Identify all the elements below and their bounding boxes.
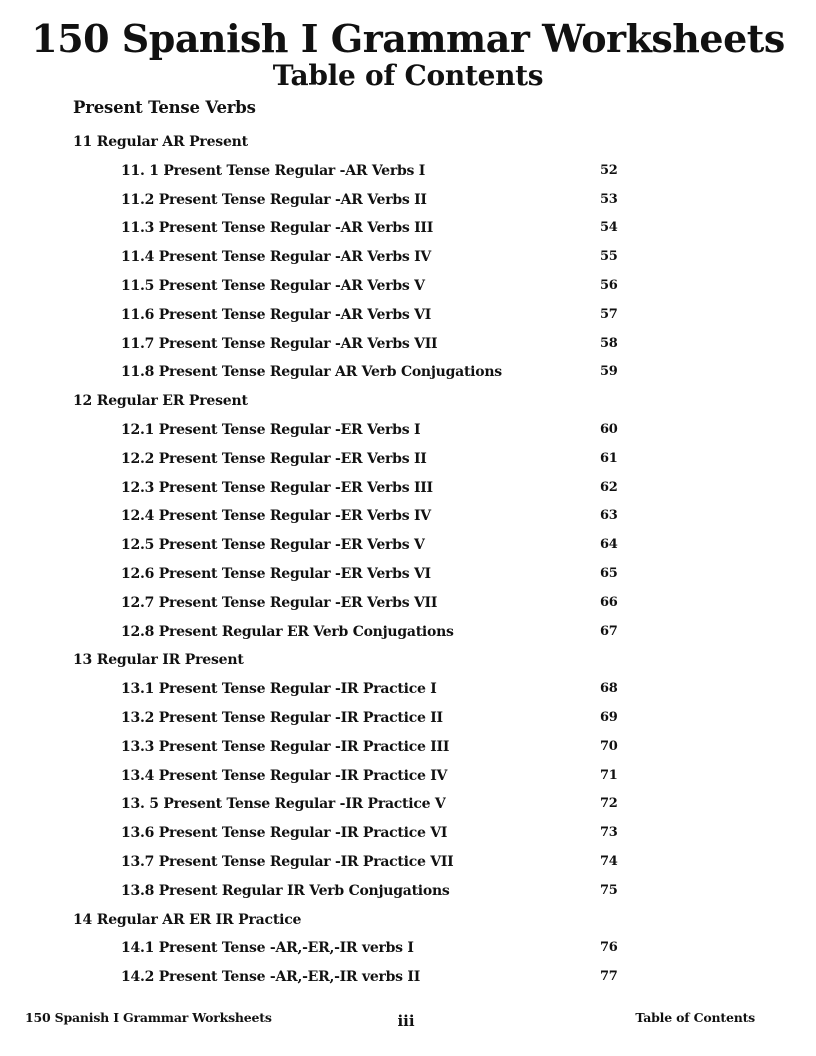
toc-entry (0, 733, 816, 762)
toc-entry-page-number: 69 (600, 709, 618, 725)
toc-entry (0, 848, 816, 877)
toc-entry-title: 11.2 Present Tense Regular -AR Verbs II (121, 191, 427, 208)
toc-entry-title: 11.7 Present Tense Regular -AR Verbs VII (121, 335, 438, 352)
toc-entry-title: 14.2 Present Tense -AR,-ER,-IR verbs II (121, 969, 421, 986)
toc-entry-title: 12.1 Present Tense Regular -ER Verbs I (121, 421, 421, 438)
toc-entry-title: 12.2 Present Tense Regular -ER Verbs II (121, 450, 427, 467)
toc-entry-page-number: 67 (600, 623, 618, 639)
toc-entry-title: 13. 5 Present Tense Regular -IR Practice V (121, 796, 446, 813)
toc-entry-title: 14.1 Present Tense -AR,-ER,-IR verbs I (121, 940, 414, 957)
toc-entry (0, 330, 816, 359)
toc-entry (0, 301, 816, 330)
footer-book-title: 150 Spanish I Grammar Worksheets (25, 1010, 272, 1025)
toc-entry-page-number: 74 (600, 853, 618, 869)
toc-entry (0, 819, 816, 848)
toc-entry-title: 13.7 Present Tense Regular -IR Practice VII (121, 853, 454, 870)
toc-entry-title: 13.3 Present Tense Regular -IR Practice III (121, 738, 450, 755)
toc-entry (0, 704, 816, 733)
section-heading: 11 Regular AR Present (73, 134, 248, 150)
toc-entry (0, 618, 816, 647)
toc-entry-title: 11. 1 Present Tense Regular -AR Verbs I (121, 162, 426, 179)
toc-entry (0, 877, 816, 906)
toc-entry-title: 11.5 Present Tense Regular -AR Verbs V (121, 277, 425, 294)
section-heading: 13 Regular IR Present (73, 652, 244, 669)
toc-entry (0, 963, 816, 992)
toc-entry-title: 12.4 Present Tense Regular -ER Verbs IV (121, 508, 431, 525)
toc-entry-page-number: 57 (600, 306, 618, 322)
toc-entry (0, 358, 816, 387)
toc-entry-page-number: 53 (600, 191, 618, 207)
toc-entry (0, 531, 816, 560)
toc-entry-page-number: 64 (600, 537, 618, 553)
part-heading: Present Tense Verbs (73, 98, 256, 117)
toc-entry-page-number: 52 (600, 162, 618, 178)
toc-entry (0, 272, 816, 301)
toc-entry-title: 13.1 Present Tense Regular -IR Practice I (121, 681, 437, 698)
toc-entry-page-number: 71 (600, 767, 618, 783)
toc-entry (0, 214, 816, 243)
toc-entry-title: 12.7 Present Tense Regular -ER Verbs VII (121, 594, 438, 611)
toc-entry-page-number: 65 (600, 565, 618, 581)
section-heading: 12 Regular ER Present (73, 393, 248, 410)
toc-entry-page-number: 62 (600, 479, 618, 495)
toc-entry-title: 11.8 Present Tense Regular AR Verb Conjugations (121, 364, 502, 381)
toc-entry-page-number: 55 (600, 249, 618, 265)
section-heading: 14 Regular AR ER IR Practice (73, 911, 302, 928)
toc-entry-page-number: 76 (600, 940, 618, 956)
toc-entry (0, 790, 816, 819)
toc-entry (0, 934, 816, 963)
toc-entry-title: 11.4 Present Tense Regular -AR Verbs IV (121, 249, 432, 266)
toc-entry-title: 13.2 Present Tense Regular -IR Practice II (121, 709, 443, 726)
toc-entry-page-number: 70 (600, 738, 618, 754)
toc-entry-page-number: 54 (600, 220, 618, 236)
toc-entry (0, 675, 816, 704)
document-title: 150 Spanish I Grammar Worksheets (31, 16, 785, 61)
toc-entry-page-number: 63 (600, 508, 618, 524)
toc-entry-page-number: 72 (600, 796, 618, 812)
toc-entry (0, 157, 816, 186)
toc-entry-page-number: 56 (600, 277, 618, 293)
toc-entry (0, 502, 816, 531)
section-list (0, 128, 816, 992)
toc-entry-title: 13.8 Present Regular IR Verb Conjugations (121, 882, 450, 899)
toc-entry-title: 13.6 Present Tense Regular -IR Practice VI (121, 825, 448, 842)
toc-entry (0, 186, 816, 215)
document-subtitle: Table of Contents (272, 59, 544, 92)
toc-entry-title: 12.8 Present Regular ER Verb Conjugations (121, 623, 454, 640)
toc-entry-title: 12.6 Present Tense Regular -ER Verbs VI (121, 565, 431, 582)
toc-entry (0, 560, 816, 589)
toc-entry-title: 11.6 Present Tense Regular -AR Verbs VI (121, 306, 432, 323)
toc-entry-page-number: 60 (600, 421, 618, 437)
toc-entry-page-number: 73 (600, 825, 618, 841)
toc-entry-page-number: 66 (600, 594, 618, 610)
toc-entry (0, 474, 816, 503)
toc-entry-page-number: 68 (600, 681, 618, 697)
toc-entry-title: 12.3 Present Tense Regular -ER Verbs III (121, 479, 433, 496)
toc-entry-page-number: 58 (600, 335, 618, 351)
toc-entry (0, 445, 816, 474)
toc-entry-page-number: 61 (600, 450, 618, 466)
toc-entry (0, 589, 816, 618)
toc-entry (0, 243, 816, 272)
toc-entry-title: 12.5 Present Tense Regular -ER Verbs V (121, 537, 425, 554)
footer-section-title: Table of Contents (635, 1010, 755, 1025)
toc-entry (0, 762, 816, 791)
toc-entry-title: 11.3 Present Tense Regular -AR Verbs III (121, 220, 434, 237)
toc-entry-page-number: 77 (600, 969, 618, 985)
footer-page-number: iii (397, 1012, 415, 1030)
toc-entry-page-number: 59 (600, 364, 618, 380)
toc-entry (0, 416, 816, 445)
toc-entry-title: 13.4 Present Tense Regular -IR Practice IV (121, 767, 448, 784)
toc-entry-page-number: 75 (600, 882, 618, 898)
